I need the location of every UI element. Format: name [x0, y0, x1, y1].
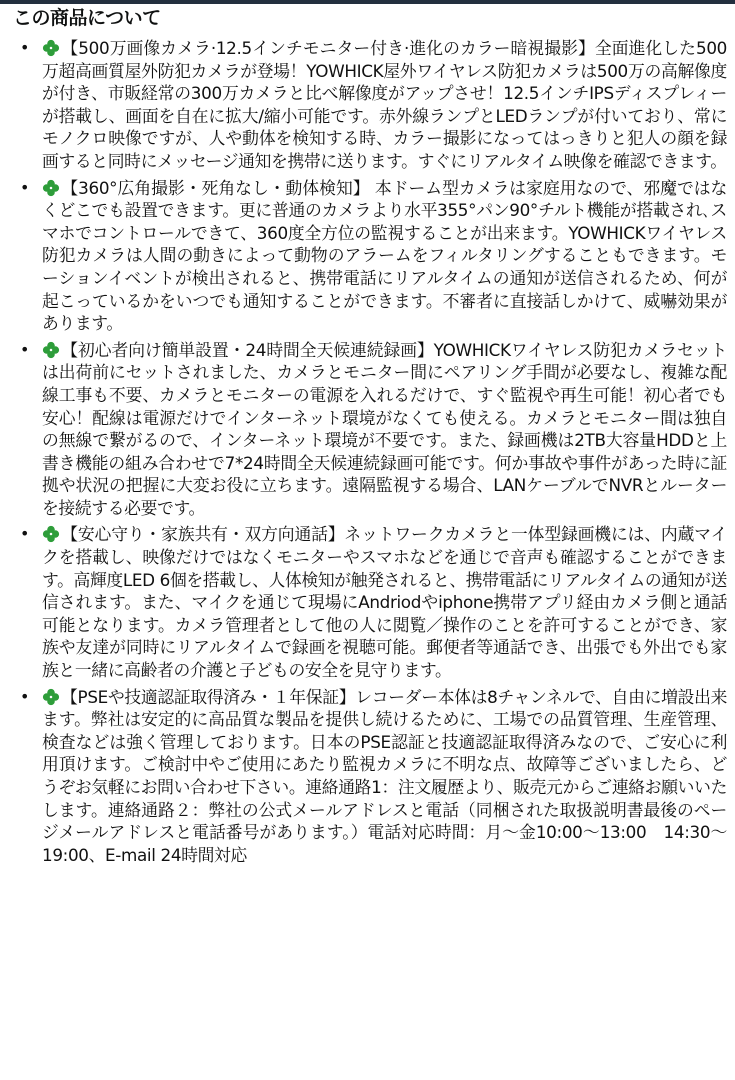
- top-border-bar: [0, 0, 735, 4]
- feature-item-two-way-audio: [0, 523, 735, 681]
- feature-text: 【安心守り・家族共有・双方向通話】ネットワークカメラと一体型録画機には、内蔵マイクを搭載し、映像だけではなくモニターやスマホなどを通じで音声も確認することができます。高輝度LED 6個を搭載し、人体検知が触発されると、携帯電話にリアルタイムの通知が送信されます。また、マイクを通じて現場にAndriodやiphone携帯アプリ経由カメラ側と通話可能となります。カメラ管理者として他の人に閲覧／操作のことを許可することができ、家族や友達が同時にリアルタイムで録画を視聴可能。郵便者等通話でき、出張でも外出でも家族と一緒に高齢者の介護と子どもの安全を見守ります。: [42, 524, 727, 681]
- bullet-icon: •: [20, 686, 30, 706]
- bullet-icon: •: [20, 524, 30, 544]
- four-leaf-clover-icon: [42, 179, 60, 197]
- feature-item-resolution: [0, 37, 735, 173]
- feature-text: 【360°広角撮影・死角なし・動体検知】 本ドーム型カメラは家庭用なので、邪魔ではなくどこでも設置できます。更に普通のカメラより水平355°パン90°チルト機能が搭載され､スマホでコントロールできて、360度全方位の監視することが出来ます。YOWHICKワイヤレス防犯カメラは人間の動きによって動物のアラームをフィルタリングすることもできます。モーションイベントが検出されると、携帯電話にリアルタイムの通知が送信されるため、何が起こっているかをいつでも通知することができます。不審者に直接話しかけて、威嚇効果があります。: [42, 177, 727, 334]
- feature-item-certification: [0, 686, 735, 867]
- section-title: この商品について: [13, 7, 161, 29]
- four-leaf-clover-icon: [42, 688, 60, 706]
- feature-text: 【初心者向け簡単設置・24時間全天候連続録画】YOWHICKワイヤレス防犯カメラセットは出荷前にセットされました、カメラとモニター間にペアリング手間が必要なし、複雑な配線工事も不要、カメラとモニターの電源を入れるだけで、すぐ監視や再生可能！初心者でも安心！配線は電源だけでインターネット環境がなくても使える。カメラとモニター間は独自の無線で繋がるので、インターネット環境が不要です。また、録画機は2TB大容量HDDと上書き機能の組み合わせで7*24時間全天候連続録画可能です。何か事故や事件があった時に証拠や状況の把握に大変お役に立ちます。遠隔監視する場合、LANケーブルでNVRとルーターを接続する必要です。: [42, 339, 727, 518]
- feature-item-easy-setup: [0, 339, 735, 520]
- bullet-icon: •: [20, 177, 30, 197]
- feature-text: 【PSEや技適認証取得済み・１年保証】レコーダー本体は8チャンネルで、自由に増設出来ます。弊社は安定的に高品質な製品を提供し続けるために、工場での品質管理、生産管理、検査などは強く管理しております。日本のPSE認証と技適認証取得済みなので、ご安心に利用頂けます。ご検討中やご使用にあたり監視カメラに不明な点、故障等ございましたら、どうぞお気軽にお問い合わせ下さい。連絡通路1：注文履歴より、販売元からご連絡お願いいたします。連絡通路２：弊社の公式メールアドレスと電話（同梱された取扱説明書最後のページメールアドレスと電話番号があります。）電話対応時間：月～金10:00～13:00 14:30～19:00、E-mail 24時間対応: [42, 686, 727, 865]
- four-leaf-clover-icon: [42, 39, 60, 57]
- bullet-icon: •: [20, 339, 30, 359]
- bullet-icon: •: [20, 38, 30, 57]
- feature-item-wide-angle: [0, 177, 735, 335]
- feature-bullet-list: [0, 37, 735, 870]
- four-leaf-clover-icon: [42, 525, 60, 543]
- feature-text: 【500万画像カメラ·12.5インチモニター付き·進化のカラー暗視撮影】全面進化した500万超高画質屋外防犯カメラが登場！YOWHICK屋外ワイヤレス防犯カメラは500万の高解像度が付き、市販経常の300万カメラと比べ解像度がアップさせ！12.5インチIPSディスプレィーが搭載し、画面を自在に拡大/縮小可能です。赤外線ランプとLEDランプが付いており、常にモノクロ映像ですが、人や動体を検知する時、カラー撮影になってはっきりと犯人の顔を録画すると同時にメッセージ通知を携帯に送ります。すぐにリアルタイム映像を確認できます。: [42, 38, 727, 171]
- four-leaf-clover-icon: [42, 341, 60, 359]
